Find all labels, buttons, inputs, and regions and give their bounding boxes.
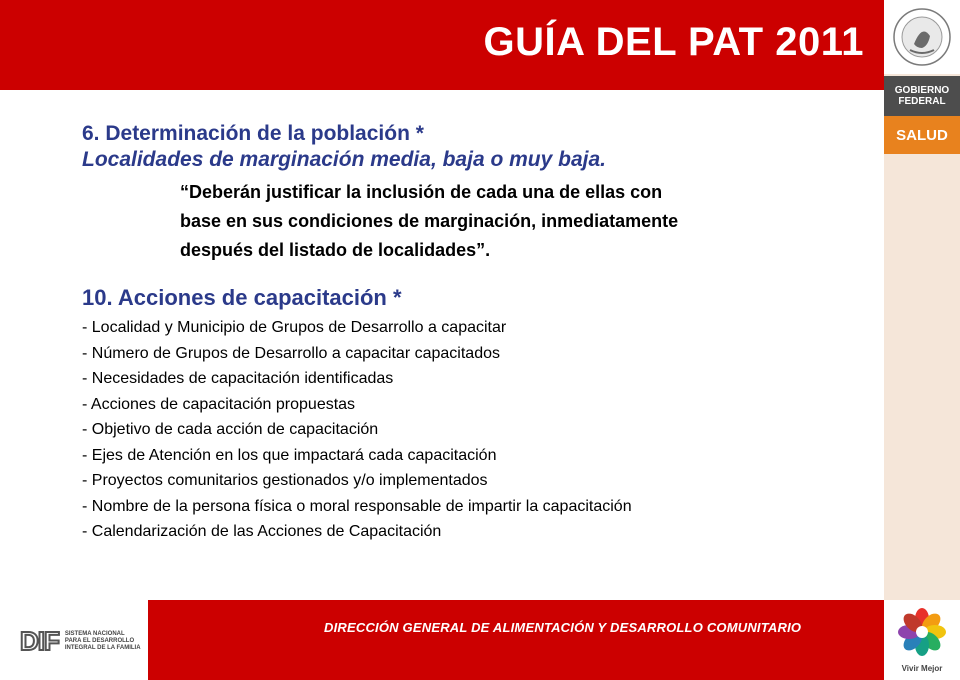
list-item: - Ejes de Atención en los que impactará cada capacitación [82,446,497,464]
header-bar [0,0,884,90]
dif-caption-line: PARA EL DESARROLLO [64,638,135,644]
federal-line: FEDERAL [898,96,946,107]
dif-caption [65,631,141,652]
list-item: - Calendarización de las Acciones de Capacitación [82,523,442,540]
footer-dif-area [0,600,148,680]
list-item: - Objetivo de cada acción de capacitación [82,421,379,438]
quote-line: “Deberán justificar la inclusión de cada una de ellas con [180,182,663,202]
quote-line: después del listado de localidades”. [180,240,491,260]
gobierno-federal-badge [884,76,960,116]
section-10-list [82,315,872,545]
government-seal [884,0,960,74]
salud-badge: SALUD [884,116,960,154]
dif-logo [20,626,141,657]
quote-line: base en sus condiciones de marginación, inmediatamente [180,211,679,231]
gobierno-line: GOBIERNO [894,85,950,96]
section-6-quote [180,178,872,265]
list-item: - Nombre de la persona física o moral responsable de impartir la capacitación [82,497,632,515]
page-title: GUÍA DEL PAT 2011 [483,20,864,64]
list-item: - Localidad y Municipio de Grupos de Desarrollo a capacitar [82,319,507,336]
dif-caption-line: INTEGRAL DE LA FAMILIA [64,645,141,651]
slide-content [82,122,872,545]
section-6-subtitle: Localidades de marginación media, baja o muy baja. [82,148,606,171]
dif-letters: DIF [20,626,59,656]
eagle-seal-icon [884,0,960,74]
section-6-title: 6. Determinación de la población * [82,122,424,145]
vivir-mejor-label: Vivir Mejor [901,664,943,673]
vivir-mejor-logo [884,600,960,680]
list-item: - Necesidades de capacitación identificadas [82,370,394,387]
footer-bar [148,600,884,680]
section-10-title: 10. Acciones de capacitación * [82,285,402,310]
dif-caption-line: SISTEMA NACIONAL [64,631,125,637]
list-item: - Número de Grupos de Desarrollo a capacitar capacitados [82,344,500,362]
list-item: - Proyectos comunitarios gestionados y/o implementados [82,472,488,489]
flower-icon [884,600,960,664]
footer-text: DIRECCIÓN GENERAL DE ALIMENTACIÓN Y DESARROLLO COMUNITARIO [324,620,802,635]
list-item: - Acciones de capacitación propuestas [82,395,356,413]
